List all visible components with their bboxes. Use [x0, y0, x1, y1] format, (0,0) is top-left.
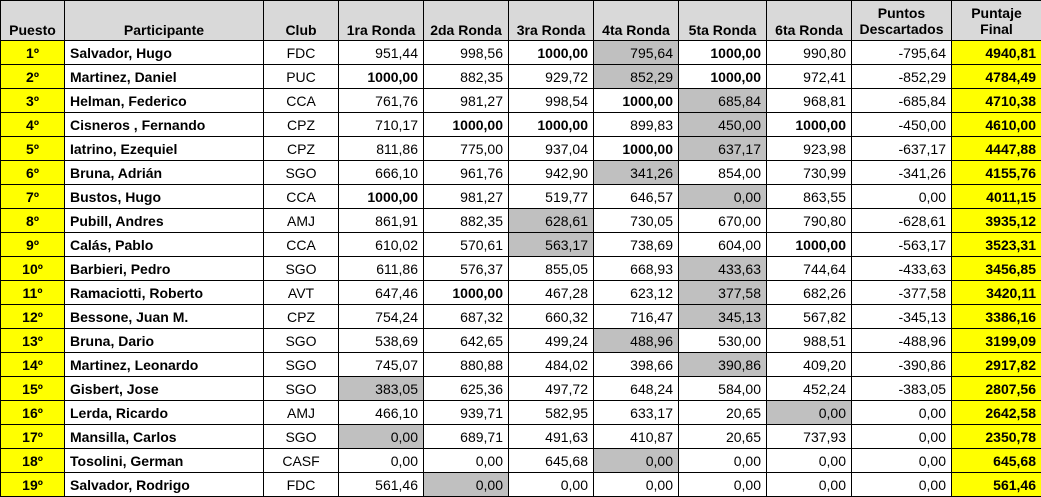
participante-cell: Gisbert, Jose	[65, 377, 264, 401]
round-2-cell: 981,27	[424, 89, 509, 113]
puntaje-final-cell: 3456,85	[952, 257, 1041, 281]
table-row	[1, 161, 1041, 185]
round-2-cell: 642,65	[424, 329, 509, 353]
round-1-cell: 0,00	[339, 425, 424, 449]
puesto-cell: 9º	[1, 233, 65, 257]
table-row	[1, 305, 1041, 329]
round-6-cell: 790,80	[767, 209, 852, 233]
table-body	[1, 41, 1041, 497]
round-6-cell: 682,26	[767, 281, 852, 305]
header-puntaje-final	[952, 1, 1041, 41]
round-5-cell: 854,00	[679, 161, 767, 185]
round-2-cell: 998,56	[424, 41, 509, 65]
round-3-cell: 937,04	[509, 137, 594, 161]
round-4-cell: 633,17	[594, 401, 679, 425]
round-1-cell: 611,86	[339, 257, 424, 281]
puesto-cell: 6º	[1, 161, 65, 185]
puntaje-final-cell: 3199,09	[952, 329, 1041, 353]
round-4-cell: 648,24	[594, 377, 679, 401]
table-row	[1, 377, 1041, 401]
round-2-cell: 0,00	[424, 473, 509, 497]
puntaje-final-cell: 4710,38	[952, 89, 1041, 113]
header-round-3: 3ra Ronda	[509, 1, 594, 41]
round-4-cell: 795,64	[594, 41, 679, 65]
round-3-cell: 1000,00	[509, 113, 594, 137]
header-final-line1: Puntaje	[971, 4, 1022, 21]
header-round-5: 5ta Ronda	[679, 1, 767, 41]
puesto-cell: 7º	[1, 185, 65, 209]
round-4-cell: 668,93	[594, 257, 679, 281]
round-4-cell: 646,57	[594, 185, 679, 209]
round-3-cell: 0,00	[509, 473, 594, 497]
puesto-cell: 3º	[1, 89, 65, 113]
descartados-cell: 0,00	[852, 473, 952, 497]
round-3-cell: 942,90	[509, 161, 594, 185]
round-6-cell: 744,64	[767, 257, 852, 281]
puntaje-final-cell: 2350,78	[952, 425, 1041, 449]
round-3-cell: 929,72	[509, 65, 594, 89]
descartados-cell: -450,00	[852, 113, 952, 137]
participante-cell: Iatrino, Ezequiel	[65, 137, 264, 161]
round-6-cell: 409,20	[767, 353, 852, 377]
round-2-cell: 882,35	[424, 209, 509, 233]
round-4-cell: 1000,00	[594, 89, 679, 113]
round-2-cell: 687,32	[424, 305, 509, 329]
round-5-cell: 604,00	[679, 233, 767, 257]
round-6-cell: 863,55	[767, 185, 852, 209]
table-row	[1, 233, 1041, 257]
table-row	[1, 89, 1041, 113]
round-5-cell: 390,86	[679, 353, 767, 377]
header-club: Club	[264, 1, 339, 41]
round-6-cell: 1000,00	[767, 113, 852, 137]
puntaje-final-cell: 3420,11	[952, 281, 1041, 305]
round-6-cell: 0,00	[767, 401, 852, 425]
round-4-cell: 398,66	[594, 353, 679, 377]
table-row	[1, 353, 1041, 377]
table-row	[1, 401, 1041, 425]
round-5-cell: 0,00	[679, 449, 767, 473]
round-3-cell: 660,32	[509, 305, 594, 329]
round-3-cell: 855,05	[509, 257, 594, 281]
participante-cell: Pubill, Andres	[65, 209, 264, 233]
puntaje-final-cell: 3386,16	[952, 305, 1041, 329]
table-row	[1, 473, 1041, 497]
club-cell: PUC	[264, 65, 339, 89]
round-5-cell: 433,63	[679, 257, 767, 281]
header-puntos-descartados	[852, 1, 952, 41]
round-6-cell: 1000,00	[767, 233, 852, 257]
descartados-cell: -383,05	[852, 377, 952, 401]
round-4-cell: 1000,00	[594, 137, 679, 161]
round-6-cell: 452,24	[767, 377, 852, 401]
round-3-cell: 645,68	[509, 449, 594, 473]
round-4-cell: 623,12	[594, 281, 679, 305]
table-row	[1, 185, 1041, 209]
club-cell: SGO	[264, 329, 339, 353]
descartados-cell: -852,29	[852, 65, 952, 89]
round-6-cell: 988,51	[767, 329, 852, 353]
puntaje-final-cell: 2807,56	[952, 377, 1041, 401]
participante-cell: Salvador, Rodrigo	[65, 473, 264, 497]
club-cell: SGO	[264, 353, 339, 377]
descartados-cell: 0,00	[852, 425, 952, 449]
puesto-cell: 18º	[1, 449, 65, 473]
round-6-cell: 0,00	[767, 473, 852, 497]
round-4-cell: 410,87	[594, 425, 679, 449]
header-final-line2: Final	[980, 20, 1013, 37]
participante-cell: Martinez, Leonardo	[65, 353, 264, 377]
round-3-cell: 491,63	[509, 425, 594, 449]
round-2-cell: 775,00	[424, 137, 509, 161]
round-5-cell: 1000,00	[679, 41, 767, 65]
puesto-cell: 17º	[1, 425, 65, 449]
club-cell: AVT	[264, 281, 339, 305]
round-3-cell: 484,02	[509, 353, 594, 377]
round-1-cell: 754,24	[339, 305, 424, 329]
puesto-cell: 8º	[1, 209, 65, 233]
round-1-cell: 647,46	[339, 281, 424, 305]
round-1-cell: 666,10	[339, 161, 424, 185]
round-4-cell: 341,26	[594, 161, 679, 185]
participante-cell: Calás, Pablo	[65, 233, 264, 257]
club-cell: CASF	[264, 449, 339, 473]
round-2-cell: 576,37	[424, 257, 509, 281]
round-1-cell: 1000,00	[339, 185, 424, 209]
round-2-cell: 981,27	[424, 185, 509, 209]
club-cell: AMJ	[264, 401, 339, 425]
round-5-cell: 637,17	[679, 137, 767, 161]
participante-cell: Bustos, Hugo	[65, 185, 264, 209]
header-puesto: Puesto	[1, 1, 65, 41]
descartados-cell: -628,61	[852, 209, 952, 233]
descartados-cell: -563,17	[852, 233, 952, 257]
round-2-cell: 939,71	[424, 401, 509, 425]
round-4-cell: 716,47	[594, 305, 679, 329]
round-4-cell: 0,00	[594, 449, 679, 473]
table-row	[1, 113, 1041, 137]
round-4-cell: 730,05	[594, 209, 679, 233]
puesto-cell: 16º	[1, 401, 65, 425]
descartados-cell: -637,17	[852, 137, 952, 161]
round-1-cell: 538,69	[339, 329, 424, 353]
round-2-cell: 961,76	[424, 161, 509, 185]
participante-cell: Ramaciotti, Roberto	[65, 281, 264, 305]
puesto-cell: 15º	[1, 377, 65, 401]
round-1-cell: 951,44	[339, 41, 424, 65]
puesto-cell: 4º	[1, 113, 65, 137]
round-1-cell: 861,91	[339, 209, 424, 233]
participante-cell: Helman, Federico	[65, 89, 264, 113]
round-5-cell: 345,13	[679, 305, 767, 329]
table-row	[1, 281, 1041, 305]
puesto-cell: 10º	[1, 257, 65, 281]
round-3-cell: 467,28	[509, 281, 594, 305]
puntaje-final-cell: 4447,88	[952, 137, 1041, 161]
participante-cell: Mansilla, Carlos	[65, 425, 264, 449]
participante-cell: Bessone, Juan M.	[65, 305, 264, 329]
round-1-cell: 383,05	[339, 377, 424, 401]
round-6-cell: 968,81	[767, 89, 852, 113]
puesto-cell: 11º	[1, 281, 65, 305]
header-participante: Participante	[65, 1, 264, 41]
round-5-cell: 584,00	[679, 377, 767, 401]
table-header	[1, 1, 1041, 41]
header-round-1: 1ra Ronda	[339, 1, 424, 41]
round-6-cell: 737,93	[767, 425, 852, 449]
round-5-cell: 670,00	[679, 209, 767, 233]
descartados-cell: -488,96	[852, 329, 952, 353]
round-3-cell: 582,95	[509, 401, 594, 425]
round-2-cell: 0,00	[424, 449, 509, 473]
puntaje-final-cell: 645,68	[952, 449, 1041, 473]
round-2-cell: 689,71	[424, 425, 509, 449]
round-1-cell: 561,46	[339, 473, 424, 497]
descartados-cell: 0,00	[852, 449, 952, 473]
puntaje-final-cell: 4011,15	[952, 185, 1041, 209]
puesto-cell: 2º	[1, 65, 65, 89]
puntaje-final-cell: 3935,12	[952, 209, 1041, 233]
participante-cell: Cisneros , Fernando	[65, 113, 264, 137]
round-1-cell: 745,07	[339, 353, 424, 377]
club-cell: SGO	[264, 377, 339, 401]
puesto-cell: 14º	[1, 353, 65, 377]
round-1-cell: 761,76	[339, 89, 424, 113]
round-5-cell: 20,65	[679, 401, 767, 425]
participante-cell: Martinez, Daniel	[65, 65, 264, 89]
round-4-cell: 899,83	[594, 113, 679, 137]
table-row	[1, 449, 1041, 473]
round-5-cell: 377,58	[679, 281, 767, 305]
club-cell: CCA	[264, 233, 339, 257]
round-3-cell: 563,17	[509, 233, 594, 257]
round-3-cell: 1000,00	[509, 41, 594, 65]
club-cell: CCA	[264, 185, 339, 209]
table-row	[1, 137, 1041, 161]
participante-cell: Tosolini, German	[65, 449, 264, 473]
round-4-cell: 852,29	[594, 65, 679, 89]
round-1-cell: 1000,00	[339, 65, 424, 89]
club-cell: CPZ	[264, 305, 339, 329]
puesto-cell: 13º	[1, 329, 65, 353]
round-2-cell: 1000,00	[424, 113, 509, 137]
puntaje-final-cell: 2642,58	[952, 401, 1041, 425]
round-6-cell: 567,82	[767, 305, 852, 329]
round-3-cell: 628,61	[509, 209, 594, 233]
round-3-cell: 497,72	[509, 377, 594, 401]
participante-cell: Salvador, Hugo	[65, 41, 264, 65]
header-round-2: 2da Ronda	[424, 1, 509, 41]
puntaje-final-cell: 4784,49	[952, 65, 1041, 89]
round-6-cell: 923,98	[767, 137, 852, 161]
round-4-cell: 738,69	[594, 233, 679, 257]
round-4-cell: 0,00	[594, 473, 679, 497]
round-3-cell: 998,54	[509, 89, 594, 113]
round-5-cell: 1000,00	[679, 65, 767, 89]
round-4-cell: 488,96	[594, 329, 679, 353]
puntaje-final-cell: 4610,00	[952, 113, 1041, 137]
descartados-cell: -345,13	[852, 305, 952, 329]
puntaje-final-cell: 3523,31	[952, 233, 1041, 257]
round-2-cell: 882,35	[424, 65, 509, 89]
puntaje-final-cell: 2917,82	[952, 353, 1041, 377]
round-3-cell: 519,77	[509, 185, 594, 209]
round-1-cell: 710,17	[339, 113, 424, 137]
table-row	[1, 329, 1041, 353]
table-row	[1, 209, 1041, 233]
round-5-cell: 0,00	[679, 185, 767, 209]
club-cell: AMJ	[264, 209, 339, 233]
puesto-cell: 12º	[1, 305, 65, 329]
club-cell: CPZ	[264, 137, 339, 161]
descartados-cell: -390,86	[852, 353, 952, 377]
descartados-cell: -377,58	[852, 281, 952, 305]
puntaje-final-cell: 561,46	[952, 473, 1041, 497]
puesto-cell: 1º	[1, 41, 65, 65]
round-5-cell: 0,00	[679, 473, 767, 497]
table-row	[1, 425, 1041, 449]
participante-cell: Lerda, Ricardo	[65, 401, 264, 425]
round-1-cell: 610,02	[339, 233, 424, 257]
club-cell: SGO	[264, 161, 339, 185]
puesto-cell: 19º	[1, 473, 65, 497]
round-1-cell: 0,00	[339, 449, 424, 473]
club-cell: CCA	[264, 89, 339, 113]
puesto-cell: 5º	[1, 137, 65, 161]
descartados-cell: -795,64	[852, 41, 952, 65]
descartados-cell: 0,00	[852, 401, 952, 425]
round-5-cell: 685,84	[679, 89, 767, 113]
descartados-cell: -433,63	[852, 257, 952, 281]
club-cell: FDC	[264, 41, 339, 65]
club-cell: CPZ	[264, 113, 339, 137]
round-6-cell: 990,80	[767, 41, 852, 65]
round-1-cell: 466,10	[339, 401, 424, 425]
header-round-4: 4ta Ronda	[594, 1, 679, 41]
round-6-cell: 0,00	[767, 449, 852, 473]
puntaje-final-cell: 4940,81	[952, 41, 1041, 65]
round-2-cell: 625,36	[424, 377, 509, 401]
club-cell: SGO	[264, 425, 339, 449]
table-row	[1, 41, 1041, 65]
round-1-cell: 811,86	[339, 137, 424, 161]
table-row	[1, 257, 1041, 281]
header-round-6: 6ta Ronda	[767, 1, 852, 41]
descartados-cell: 0,00	[852, 185, 952, 209]
club-cell: FDC	[264, 473, 339, 497]
round-2-cell: 880,88	[424, 353, 509, 377]
club-cell: SGO	[264, 257, 339, 281]
puntaje-final-cell: 4155,76	[952, 161, 1041, 185]
round-2-cell: 1000,00	[424, 281, 509, 305]
header-descartados-line2: Descartados	[859, 20, 944, 37]
participante-cell: Barbieri, Pedro	[65, 257, 264, 281]
participante-cell: Bruna, Adrián	[65, 161, 264, 185]
participante-cell: Bruna, Dario	[65, 329, 264, 353]
round-6-cell: 972,41	[767, 65, 852, 89]
descartados-cell: -341,26	[852, 161, 952, 185]
round-3-cell: 499,24	[509, 329, 594, 353]
header-descartados-line1: Puntos	[877, 4, 926, 21]
round-5-cell: 20,65	[679, 425, 767, 449]
table-row	[1, 65, 1041, 89]
descartados-cell: -685,84	[852, 89, 952, 113]
round-5-cell: 530,00	[679, 329, 767, 353]
round-2-cell: 570,61	[424, 233, 509, 257]
round-5-cell: 450,00	[679, 113, 767, 137]
round-6-cell: 730,99	[767, 161, 852, 185]
